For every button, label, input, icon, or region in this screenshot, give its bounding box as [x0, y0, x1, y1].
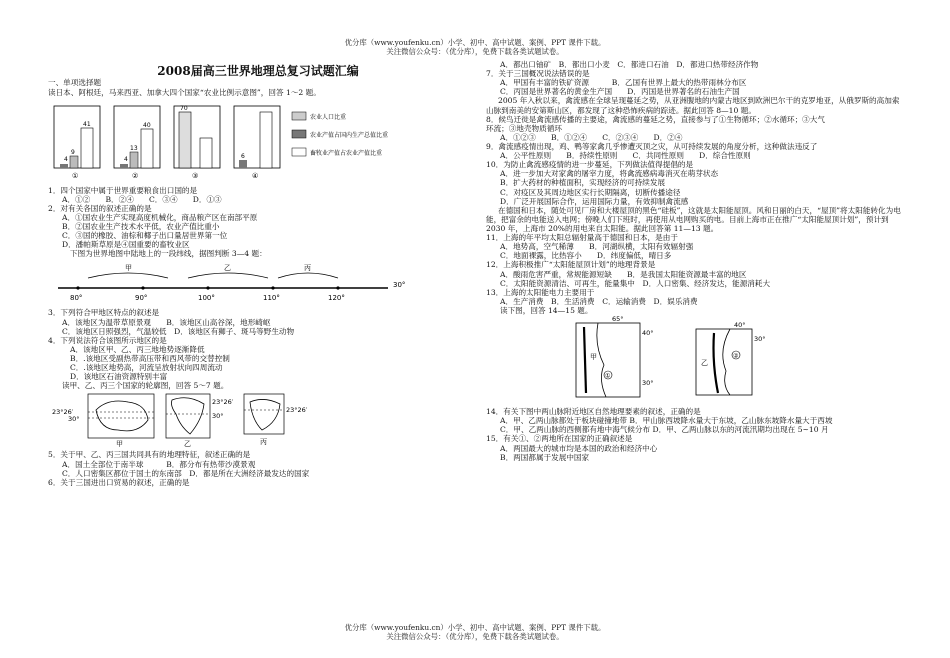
header-line-1: 优分库（www.youfenku.cn）小学、初中、高中试题、案例、PPT 课件下载。 [344, 38, 606, 47]
bar-label-g4-1: 6 [241, 152, 245, 160]
bar-g1-2 [70, 156, 78, 168]
bar-label-g1-3: 41 [83, 120, 91, 128]
question-2-option-b: B．②国农业生产技术水平低，农业产值比重小 [62, 222, 220, 232]
map-label-bing: 丙 [260, 438, 267, 447]
map-lat-1: 23°26′ [52, 408, 74, 417]
fig-circle-2: ② [733, 352, 739, 360]
question-15: 15．有关①、②两地所在国家的正确叙述是 [486, 434, 633, 444]
question-10-option-d: D．广泛开展国际合作，运用国际力量，有效抑制禽流感 [500, 196, 689, 206]
map-lat-3: 23°26′ [212, 398, 234, 407]
tick-110: 110° [263, 294, 280, 303]
fig-label-yi: 乙 [701, 359, 708, 368]
question-2-option-d: D．潘帕斯草原是④国重要的畜牧业区 [62, 240, 190, 250]
question-12-options-ab: A．酸雨危害严重，常规能源短缺 B．是我国太阳能资源最丰富的地区 [500, 269, 747, 279]
intro-q1-2: 读日本、阿根廷，马来西亚、加拿大四个国家“农业比例示意图”，回答 1～2 题。 [48, 87, 321, 97]
passage-solar-roof: 在德国和日本，随处可见厂房和大楼屋顶的黑色“硅板”，这就是太阳能屋顶。风和日丽的白天，“屋顶”将太阳能转化为电能，把富余的电能送入电网；傍晚人们下班时，再使用从电网购买的电。目前上海市正在推广“太阳能屋顶计划”，预计到 2030 年，上海市 20%的用电来自太阳能。据此回答第 11—13 题。 [486, 205, 901, 233]
tick-90: 90° [135, 294, 148, 303]
map-label-yi: 乙 [184, 440, 191, 449]
brace-yi [188, 273, 268, 278]
question-3-options-cd: C．该地区日照强烈，气温较低 D．该地区有狮子、斑马等野生动物 [62, 326, 295, 336]
question-7-options-cd: C．丙国是世界著名的黄金生产国 D．丙国是世界著名的石油生产国 [500, 87, 740, 97]
exam-title: 2008届高三世界地理总复习试题汇编 [157, 64, 359, 78]
bar-label-g2-2: 13 [130, 144, 138, 152]
fig-circle-1: ① [605, 372, 611, 380]
group-label-4: ④ [252, 171, 259, 180]
fig-lat-30b: 30° [754, 335, 766, 344]
question-10: 10．为防止禽流感疫情的进一步蔓延，下列做法值得提倡的是 [486, 160, 694, 170]
question-8-options: A．①②③ B．①②④ C．②③④ D．②④ [500, 132, 683, 142]
question-7: 7．关于三国概况说法错误的是 [486, 69, 590, 79]
coast-jia [597, 323, 606, 397]
fig-lat-40a: 40° [642, 329, 654, 338]
question-13-options: A．生产消费 B．生活消费 C．运输消费 D．娱乐消费 [500, 296, 698, 306]
bar-g3-1 [179, 112, 191, 168]
question-5: 5．关于甲、乙、丙三国共同具有的地理特征，叙述正确的是 [48, 450, 251, 460]
fig-lat-65: 65° [612, 315, 624, 324]
question-11: 11．上海的年平均太阳总辐射量高于德国和日本，是由于 [486, 233, 678, 243]
question-6-options: A．都出口铀矿 B．都出口小麦 C．都进口石油 D．都进口热带经济作物 [500, 60, 759, 69]
legend-label-1: 农业人口比重 [310, 113, 347, 121]
group-label-2: ② [132, 171, 139, 180]
question-6: 6．关于三国进出口贸易的叙述，正确的是 [48, 477, 190, 487]
question-11-options-ab: A．地势高，空气稀薄 B．河湖纵横，太阳有效辐射强 [500, 242, 694, 252]
question-4-option-c: C．.该地区地势高，河流呈放射状向四周流动 [70, 363, 223, 373]
lat-label-bing: 丙 [304, 264, 311, 273]
question-5-options-ab: A．国土全部位于南半球 B．都分布有热带沙漠景观 [62, 459, 256, 469]
header-line-2: 关注微信公众号：（优分库），免费下载各类试题试卷。 [386, 46, 564, 56]
question-14-options-ab: A．甲、乙两山脉都处于板块碰撞地带 B．甲山脉西坡降水量大于东坡，乙山脉东坡降水量大于西坡 [500, 416, 833, 426]
bar-label-g2-1: 4 [124, 155, 128, 163]
country-outline-maps [48, 390, 448, 450]
section-heading: 一、单项选择题 [48, 78, 102, 88]
question-4-option-b: B．.该地区受副热带高压带和西风带的交替控制 [70, 354, 230, 364]
bar-g4-1 [239, 160, 247, 168]
tick-80: 80° [70, 294, 83, 303]
fig-label-jia: 甲 [590, 353, 597, 362]
legend-label-3: 畜牧业产值占农业产值比重 [310, 149, 383, 157]
question-13: 13．上海的太阳能电力主要用于 [486, 287, 595, 297]
map-label-jia: 甲 [116, 440, 123, 449]
group-label-3: ③ [192, 171, 199, 180]
page-footer [0, 624, 950, 641]
question-10-option-c: C．对疫区及其周边地区实行长期隔离，切断传播途径 [500, 187, 681, 197]
latitude-line-figure [48, 258, 448, 308]
bar-g2-2 [130, 152, 138, 168]
map-lat-2: 30° [68, 415, 80, 424]
coast-yi [723, 329, 730, 395]
right-column [486, 60, 906, 462]
question-14: 14．有关下图中两山脉附近地区自然地理要素的叙述，正确的是 [486, 407, 701, 417]
bar-g3-2 [200, 138, 212, 168]
outline-bing [250, 400, 280, 431]
question-5-options-cd: C．人口密集区都位于国土的东南部 D．都是所在大洲经济最发达的国家 [62, 468, 310, 478]
question-4-option-a: A．该地区甲、乙、丙三地地势逐渐降低 [70, 344, 205, 354]
map-lat-5: 23°26′ [286, 406, 308, 415]
passage-bird-flu: 2005 年入秋以来，禽流感在全球呈现蔓延之势，从亚洲腹地的内蒙古地区到欧洲巴尔干的克罗地亚，从俄罗斯的高加索山脉到南美的安第斯山区，都发现了这种恐怖疾病的踪迹。据此回答 8—10 题。 [486, 96, 900, 115]
question-15-option-a: A．两国最大的城市均是本国的政治和经济中心 [500, 443, 658, 453]
intro-q3-4: 下图为世界地图中陆地上的一段纬线，据图判断 3—4 题： [70, 249, 267, 259]
footer-line-1: 优分库（www.youfenku.cn）小学、初中、高中试题、案例、PPT 课件下载。 [344, 623, 606, 632]
brace-jia [88, 273, 168, 278]
bar-g2-1 [120, 164, 128, 168]
outline-jia [96, 401, 148, 431]
question-15-option-b: B．两国都属于发展中国家 [500, 452, 590, 462]
bar-label-g1-1: 4 [64, 155, 68, 163]
question-8: 8．候鸟迁徙是禽流感传播的主要途，禽流感的蔓延之势，直接参与了①生物循环；②水循环；③大气 [486, 114, 825, 124]
question-8-cont: 环流；③地壳物质循环 [486, 123, 562, 133]
mountain-range-figure [486, 315, 886, 407]
brace-bing [278, 273, 338, 278]
question-10-option-a: A．进一步加大对家禽的屠宰力度，将禽流感病毒消灭在萌芽状态 [500, 169, 719, 179]
question-2: 2．对有关各国的叙述正确的是 [48, 203, 152, 213]
bar-g4-2 [260, 112, 272, 168]
bar-label-g3-1: 70 [180, 104, 188, 112]
question-1: 1．四个国家中属于世界重要粮食出口国的是 [48, 185, 198, 195]
question-14-options-cd: C．甲、乙两山脉的西侧都有地中海气候分布 D．甲、乙两山脉以东的河流汛期均出现在 5~10 月 [500, 425, 829, 435]
legend-swatch-2 [292, 130, 306, 138]
bar-g1-3 [81, 128, 93, 168]
question-4: 4．下列说法符合该图所示地区的是 [48, 335, 167, 345]
question-12-options-cd: C．太阳能资源清洁、可再生，能量集中 D．人口密集、经济发达，能源消耗大 [500, 278, 771, 288]
question-3: 3．下列符合甲地区特点的叙述是 [48, 308, 160, 318]
bar-g2-3 [141, 129, 153, 168]
legend-swatch-1 [292, 112, 306, 120]
question-2-option-c: C．③国的橡胶、油棕和椰子出口量居世界第一位 [62, 231, 228, 241]
question-1-options: A．①② B．②④ C．③④ D．①③ [62, 194, 222, 204]
agriculture-ratio-chart [48, 98, 448, 186]
intro-q5-7: 读甲、乙、丙三个国家的轮廓图，回答 5～7 题。 [62, 381, 229, 391]
question-2-option-a: A．①国农业生产实现高度机械化，商品粮产区在南部平原 [62, 212, 258, 222]
footer-line-2: 关注微信公众号：（优分库），免费下载各类试题试卷。 [386, 631, 564, 641]
fig-lat-30a: 30° [642, 379, 654, 388]
lat-label-yi: 乙 [224, 264, 231, 273]
bar-label-g2-3: 40 [143, 121, 151, 129]
bar-label-g1-2: 9 [71, 148, 75, 156]
question-9: 9．禽流感疫情出现，鸡、鸭等家禽几乎惨遭灭顶之灾，从可持续发展的角度分析，这种做法违反了 [486, 141, 818, 151]
legend-label-2: 农业产值占国内生产总值比重 [310, 131, 389, 139]
lat-30: 30° [393, 281, 406, 290]
intro-q14-15: 读下图，回答 14—15 题。 [500, 305, 593, 315]
page-header [0, 39, 950, 56]
group-label-1: ① [72, 171, 79, 180]
range-jia [584, 327, 586, 393]
question-12: 12．上海积极推广“太阳能屋顶计划”的地理背景是 [486, 260, 656, 270]
fig-lat-40b: 40° [734, 321, 746, 330]
question-4-option-d: D．该地区石油资源特别丰富 [70, 372, 168, 382]
tick-120: 120° [328, 294, 345, 303]
question-3-options-ab: A．该地区为温带草原景观 B．该地区山高谷深，地形崎岖 [62, 317, 271, 327]
lat-label-jia: 甲 [125, 264, 132, 273]
tick-100: 100° [198, 294, 215, 303]
bar-g1-1 [60, 164, 68, 168]
map-lat-4: 30° [212, 412, 224, 421]
question-9-options: A．公平性原则 B．持续性原则 C．共同性原则 D．综合性原则 [500, 151, 751, 161]
left-column [48, 64, 468, 487]
outline-yi [172, 398, 205, 434]
question-7-options-ab: A．甲国有丰富的铁矿资源 B．乙国有世界上最大的热带雨林分布区 [500, 78, 747, 88]
question-10-option-b: B．扩大药材的种植面积，实现经济的可持续发展 [500, 178, 666, 188]
legend-swatch-3 [292, 148, 306, 156]
range-yi [714, 333, 719, 393]
question-11-options-cd: C．地面裸露，比热容小 D．纬度偏低，晴日多 [500, 251, 672, 261]
